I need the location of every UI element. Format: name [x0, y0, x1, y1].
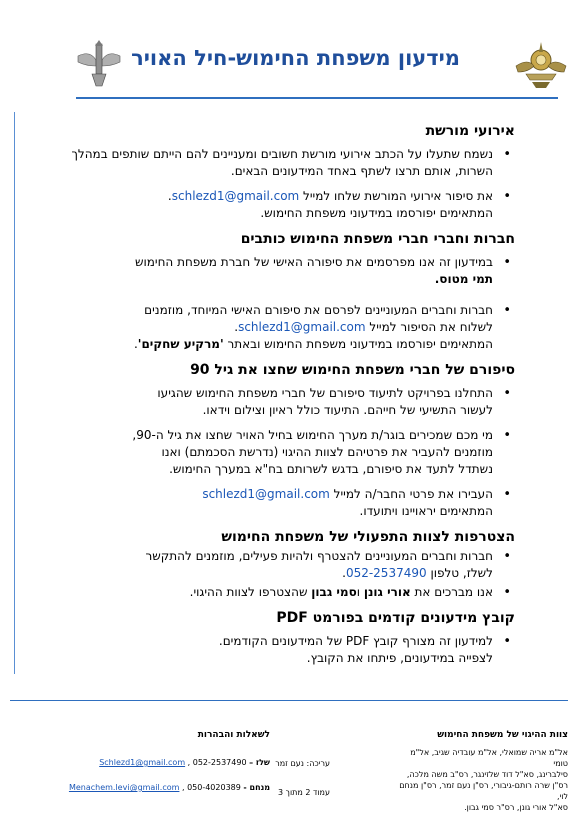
section-heading-pdf: קובץ מידעונים קודמים בפורמט PDF	[276, 610, 515, 626]
editor-credit: עריכה: נעם זמר	[275, 759, 330, 768]
email-link[interactable]: schlezd1@gmail.com	[171, 189, 300, 203]
email-link[interactable]: Menachem.levi@gmail.com	[68, 783, 180, 792]
header-divider	[76, 97, 558, 99]
footer-divider	[10, 700, 568, 701]
page-number: עמוד 2 מתוך 3	[278, 788, 330, 797]
section-heading-over-90: סיפורם של חברי משפחת החימוש שחצו את גיל 90	[190, 362, 515, 378]
armament-badge-icon	[76, 40, 122, 88]
email-link[interactable]: schlezd1@gmail.com	[202, 487, 330, 501]
list-item: • למידעון זה מצורף קובץ PDF של המידעונים הקודמים. לצפייה במידעונים, פיתחו את הקובץ.	[60, 633, 493, 667]
header	[0, 0, 578, 112]
list-over-90	[60, 385, 515, 520]
list-pdf	[60, 633, 515, 667]
footer	[10, 702, 568, 812]
section-heading-writers: חברות וחברי חברי משפחת החימוש כותבים	[240, 231, 515, 247]
list-item: • חברות וחברים המעוניינים להצטרף ולהיות פעילים, מוזמנים להתקשר לשלז, טלפון 052-2537490.	[60, 548, 493, 582]
phone-number[interactable]: 052-2537490	[345, 566, 427, 580]
section-heading-join-team: הצטרפות לצוות התפעולי של משפחת החימוש	[221, 529, 515, 545]
contact-title: לשאלות והבהרות	[197, 730, 270, 740]
list-item: • אנו מברכים את אורי גונן וסמי גבון שהצטרפו לצוות ההיגוי.	[60, 584, 493, 601]
credits-title: צוות ההיגוי של משפחת החימוש	[437, 730, 568, 740]
section-heading-heritage: אירועי מורשת	[425, 123, 515, 139]
contact-row: שלז – 052-2537490 , Schlezd1@gmail.com	[99, 758, 270, 767]
email-link[interactable]: Schlezd1@gmail.com	[99, 758, 186, 767]
list-item: • מי מכם שמכירים בוגר/ת מערך החימוש בחיל האויר שחצו את גיל ה-90, מוזמנים להעביר את פרטיהם לצוות ההיגוי (נדרשת הסכמתם) ואנו נשתדל לתעד את סיפורם, בדגש לשרותם בח"א במערך החימוש.	[60, 427, 493, 478]
list-item: • חברות וחברים המעוניינים לפרסם את סיפורם האישי המיוחד, מוזמנים לשלוח את הסיפור למייל schlezd1@gmail.com. המתאימים יפורסמו במידעוני משפחת החימוש ובאתר 'מרקיע שחקים'.	[60, 302, 493, 353]
list-join-team	[60, 548, 515, 601]
idf-emblem-icon	[512, 36, 570, 94]
document-title: מידעון משפחת החימוש-חיל האויר	[131, 46, 460, 70]
email-link[interactable]: schlezd1@gmail.com	[238, 320, 366, 334]
list-item: • את סיפור אירועי המורשת שלחו למייל schlezd1@gmail.com. המתאימים יפורסמו במידעוני משפחת החימוש.	[60, 188, 493, 222]
list-item: • במידעון זה אנו מפרסמים את סיפורה האישי של חברת משפחת החימוש תמי מטוס.	[60, 254, 493, 288]
contact-row: מנחם - 050-4020389 , Menachem.levi@gmail.com	[68, 783, 270, 792]
list-item: • התחלנו בפרויקט לתיעוד סיפורם של חברי משפחת החימוש שהגיעו לעשור התשיעי של חייהם. התיעוד כולל ראיון וצילום וידאו.	[60, 385, 493, 419]
editing-info	[272, 758, 330, 798]
left-margin-rule	[14, 112, 15, 674]
body-content	[60, 122, 515, 675]
list-heritage	[60, 146, 515, 222]
contact-info	[10, 730, 270, 807]
list-item: • נשמח שתעלו על הכתב אירועי מורשת חשובים ומעניינים להם הייתם שותפים במהלך השרות, אותם תרצו לשתף באחד המידעונים הבאים.	[60, 146, 493, 180]
list-writers	[60, 254, 515, 353]
list-item: • העבירו את פרטי החבר/ה למייל schlezd1@gmail.com המתאימים יראויינו ויתועדו.	[60, 486, 493, 520]
steering-team-credits: צוות ההיגוי של משפחת החימוש אל"מ אריה שמואלי, אל"מ עובדיה שגיב, אל"מ טומי סילברינג, סא"ל דוד שלזינגר, רס"ב משה מלכה, רס"ן שרה רותם-גיבורי, רס"ן נעם זמר, רס"ן מנחם לוי, סא"ל אורי גונן, רס"ר סמי גבון.	[399, 730, 568, 812]
